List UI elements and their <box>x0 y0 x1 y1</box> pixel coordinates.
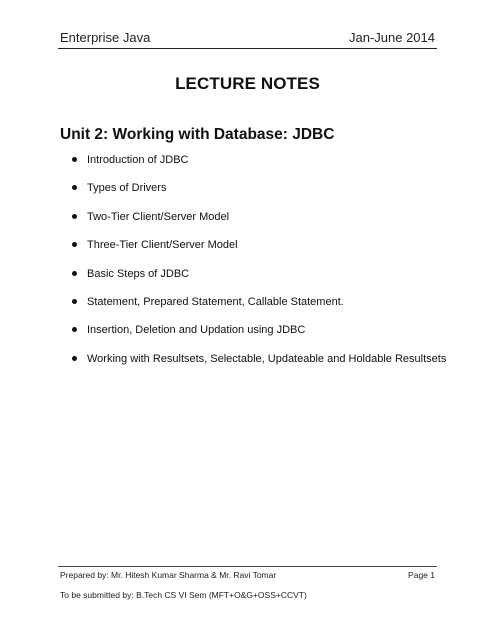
prepared-by: Prepared by: Mr. Hitesh Kumar Sharma & Mr. Ravi Tomar <box>60 570 277 580</box>
page-footer <box>58 566 437 582</box>
topic-text: Types of Drivers <box>87 182 167 195</box>
topic-text: Two-Tier Client/Server Model <box>87 210 230 223</box>
topic-text: Three-Tier Client/Server Model <box>87 239 238 252</box>
list-item <box>60 349 446 377</box>
list-item <box>60 150 446 178</box>
page-number: Page 1 <box>408 570 435 580</box>
bullet-icon <box>72 214 77 219</box>
unit-heading: Unit 2: Working with Database: JDBC <box>60 126 335 143</box>
list-item <box>60 235 446 263</box>
topic-text: Basic Steps of JDBC <box>87 267 190 280</box>
list-item <box>60 320 446 348</box>
bullet-icon <box>72 356 77 361</box>
page-title: LECTURE NOTES <box>175 74 320 93</box>
submitted-to: To be submitted by: B.Tech CS VI Sem (MFT+O&G+OSS+CCVT) <box>60 590 307 600</box>
list-item <box>60 207 446 235</box>
topic-text: Introduction of JDBC <box>87 154 189 166</box>
bullet-icon <box>72 185 77 190</box>
term-label: Jan-June 2014 <box>348 30 435 45</box>
course-name: Enterprise Java <box>60 30 151 45</box>
list-item <box>60 178 446 206</box>
list-item <box>60 264 446 292</box>
topic-text: Working with Resultsets, Selectable, Updateable and Holdable Resultsets <box>87 352 447 365</box>
bullet-icon <box>72 299 77 304</box>
bullet-icon <box>72 271 77 276</box>
list-item <box>60 292 446 320</box>
topic-text: Insertion, Deletion and Updation using JDBC <box>87 324 306 337</box>
bullet-icon <box>72 327 77 332</box>
topic-text: Statement, Prepared Statement, Callable Statement. <box>87 295 344 308</box>
bullet-icon <box>72 157 77 162</box>
bullet-icon <box>72 242 77 247</box>
page-header <box>58 30 437 49</box>
topic-list <box>60 150 446 377</box>
